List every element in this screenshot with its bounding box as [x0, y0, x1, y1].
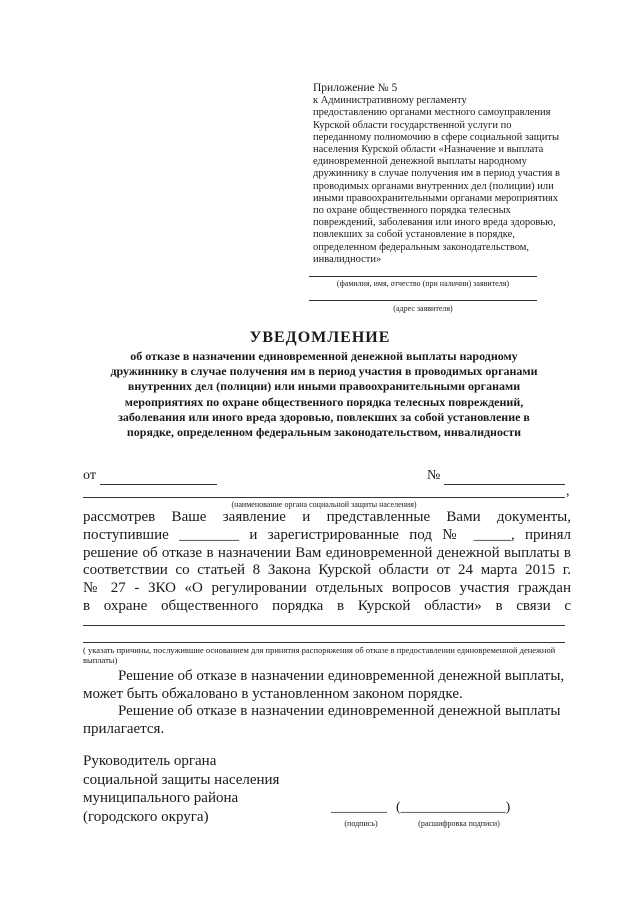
appendix-line: переданному полномочию в сфере социальной защиты: [313, 131, 560, 143]
appendix-title: Приложение № 5: [313, 82, 398, 94]
from-field-line[interactable]: [100, 484, 217, 485]
applicant-address-caption: (адрес заявителя): [393, 304, 453, 313]
appendix-line: дружиннику в случае получения им в период участия в: [313, 168, 560, 180]
signatory-line: муниципального района: [83, 790, 239, 807]
appendix-line: к Административному регламенту: [313, 95, 467, 107]
reason-line-1[interactable]: [83, 625, 565, 626]
appendix-line: повлекших за собой установление в порядке,: [313, 229, 515, 241]
appendix-line: Курской области государственной услуги по: [313, 119, 512, 131]
document-subtitle: [78, 349, 570, 440]
from-label: от: [83, 468, 96, 483]
number-field-line[interactable]: [444, 484, 565, 485]
attached-line: Решение об отказе в назначении единовременной денежной выплаты: [118, 703, 561, 719]
signature-decode-field[interactable]: (_______________): [396, 800, 511, 815]
reason-line-2[interactable]: [83, 642, 565, 643]
appendix-line: повреждений, заболевания или иного вреда здоровью,: [313, 217, 556, 229]
appendix-line: единовременной денежной выплаты народному: [313, 156, 527, 168]
appendix-line: определенном федеральным законодательством,: [313, 241, 530, 253]
signature-field[interactable]: ________: [331, 800, 387, 815]
subtitle-line: мероприятиях по охране общественного порядка телесных повреждений,: [124, 394, 524, 409]
appendix-header: [313, 82, 588, 266]
appeal-paragraph: [83, 668, 573, 703]
notice-body: [83, 509, 571, 616]
body-line: поступившие ________ и зарегистрированные под № _____, принял: [83, 526, 571, 543]
body-line: в охране общественного порядка в Курской области» в связи с: [83, 597, 571, 614]
appendix-line: населения Курской области «Назначение и выплата: [313, 144, 544, 156]
body-line: соответствии со статьей 8 Закона Курской области от 24 марта 2015 г.: [83, 562, 571, 579]
appendix-line: предоставлению органами местного самоуправления: [313, 107, 551, 119]
subtitle-line: заболевания или иного вреда здоровью, повлекших за собой установление в: [118, 409, 530, 424]
attached-paragraph: [83, 703, 573, 738]
appendix-line: проводимых органами внутренних дел (полиции) или: [313, 180, 554, 192]
appeal-line: Решение об отказе в назначении единовременной денежной выплаты,: [118, 668, 565, 684]
appendix-line: по охране общественного порядка телесных: [313, 205, 511, 217]
signatory-line: (городского округа): [83, 808, 209, 825]
signatory-block: [83, 752, 279, 826]
signatory-line: Руководитель органа: [83, 753, 217, 769]
subtitle-line: порядке, определенном федеральным законодательством, инвалидности: [126, 425, 522, 440]
reason-note: ( указать причины, послужившие основанием для принятия распоряжения об отказе в предоставлении единовременной денежной выплаты): [83, 645, 556, 665]
body-line: решение об отказе в назначении Вам единовременной денежной выплаты в: [83, 544, 571, 561]
body-line: № 27 - ЗКО «О регулировании отдельных вопросов участия граждан: [83, 580, 571, 597]
signatory-line: социальной защиты населения: [83, 771, 280, 788]
number-label: №: [427, 468, 441, 483]
applicant-address-line[interactable]: [309, 300, 537, 301]
subtitle-line: дружиннику в случае получения им в период участия в проводимых органами: [110, 364, 538, 379]
applicant-name-caption: (фамилия, имя, отчество (при наличии) заявителя): [336, 279, 510, 288]
org-name-caption: (наименование органа социальной защиты населения): [231, 500, 417, 509]
attached-line: прилагается.: [83, 720, 165, 737]
applicant-name-line[interactable]: [309, 276, 537, 277]
org-line-comma: ,: [566, 484, 570, 499]
subtitle-line: внутренних дел (полиции) или иными правоохранительными органами: [127, 379, 521, 394]
appeal-line: может быть обжаловано в установленном законом порядке.: [83, 685, 463, 702]
signature-caption: (подпись): [344, 819, 378, 828]
appendix-line: иными правоохранительными органами мероприятиях: [313, 192, 559, 204]
org-name-line[interactable]: [83, 497, 565, 498]
subtitle-line: об отказе в назначении единовременной денежной выплаты народному: [130, 349, 518, 363]
appendix-line: инвалидности»: [313, 253, 382, 265]
signature-decode-caption: (расшифровка подписи): [418, 819, 500, 828]
body-line: рассмотрев Ваше заявление и представленные Вами документы,: [83, 509, 571, 525]
document-title: УВЕДОМЛЕНИЕ: [249, 329, 391, 346]
